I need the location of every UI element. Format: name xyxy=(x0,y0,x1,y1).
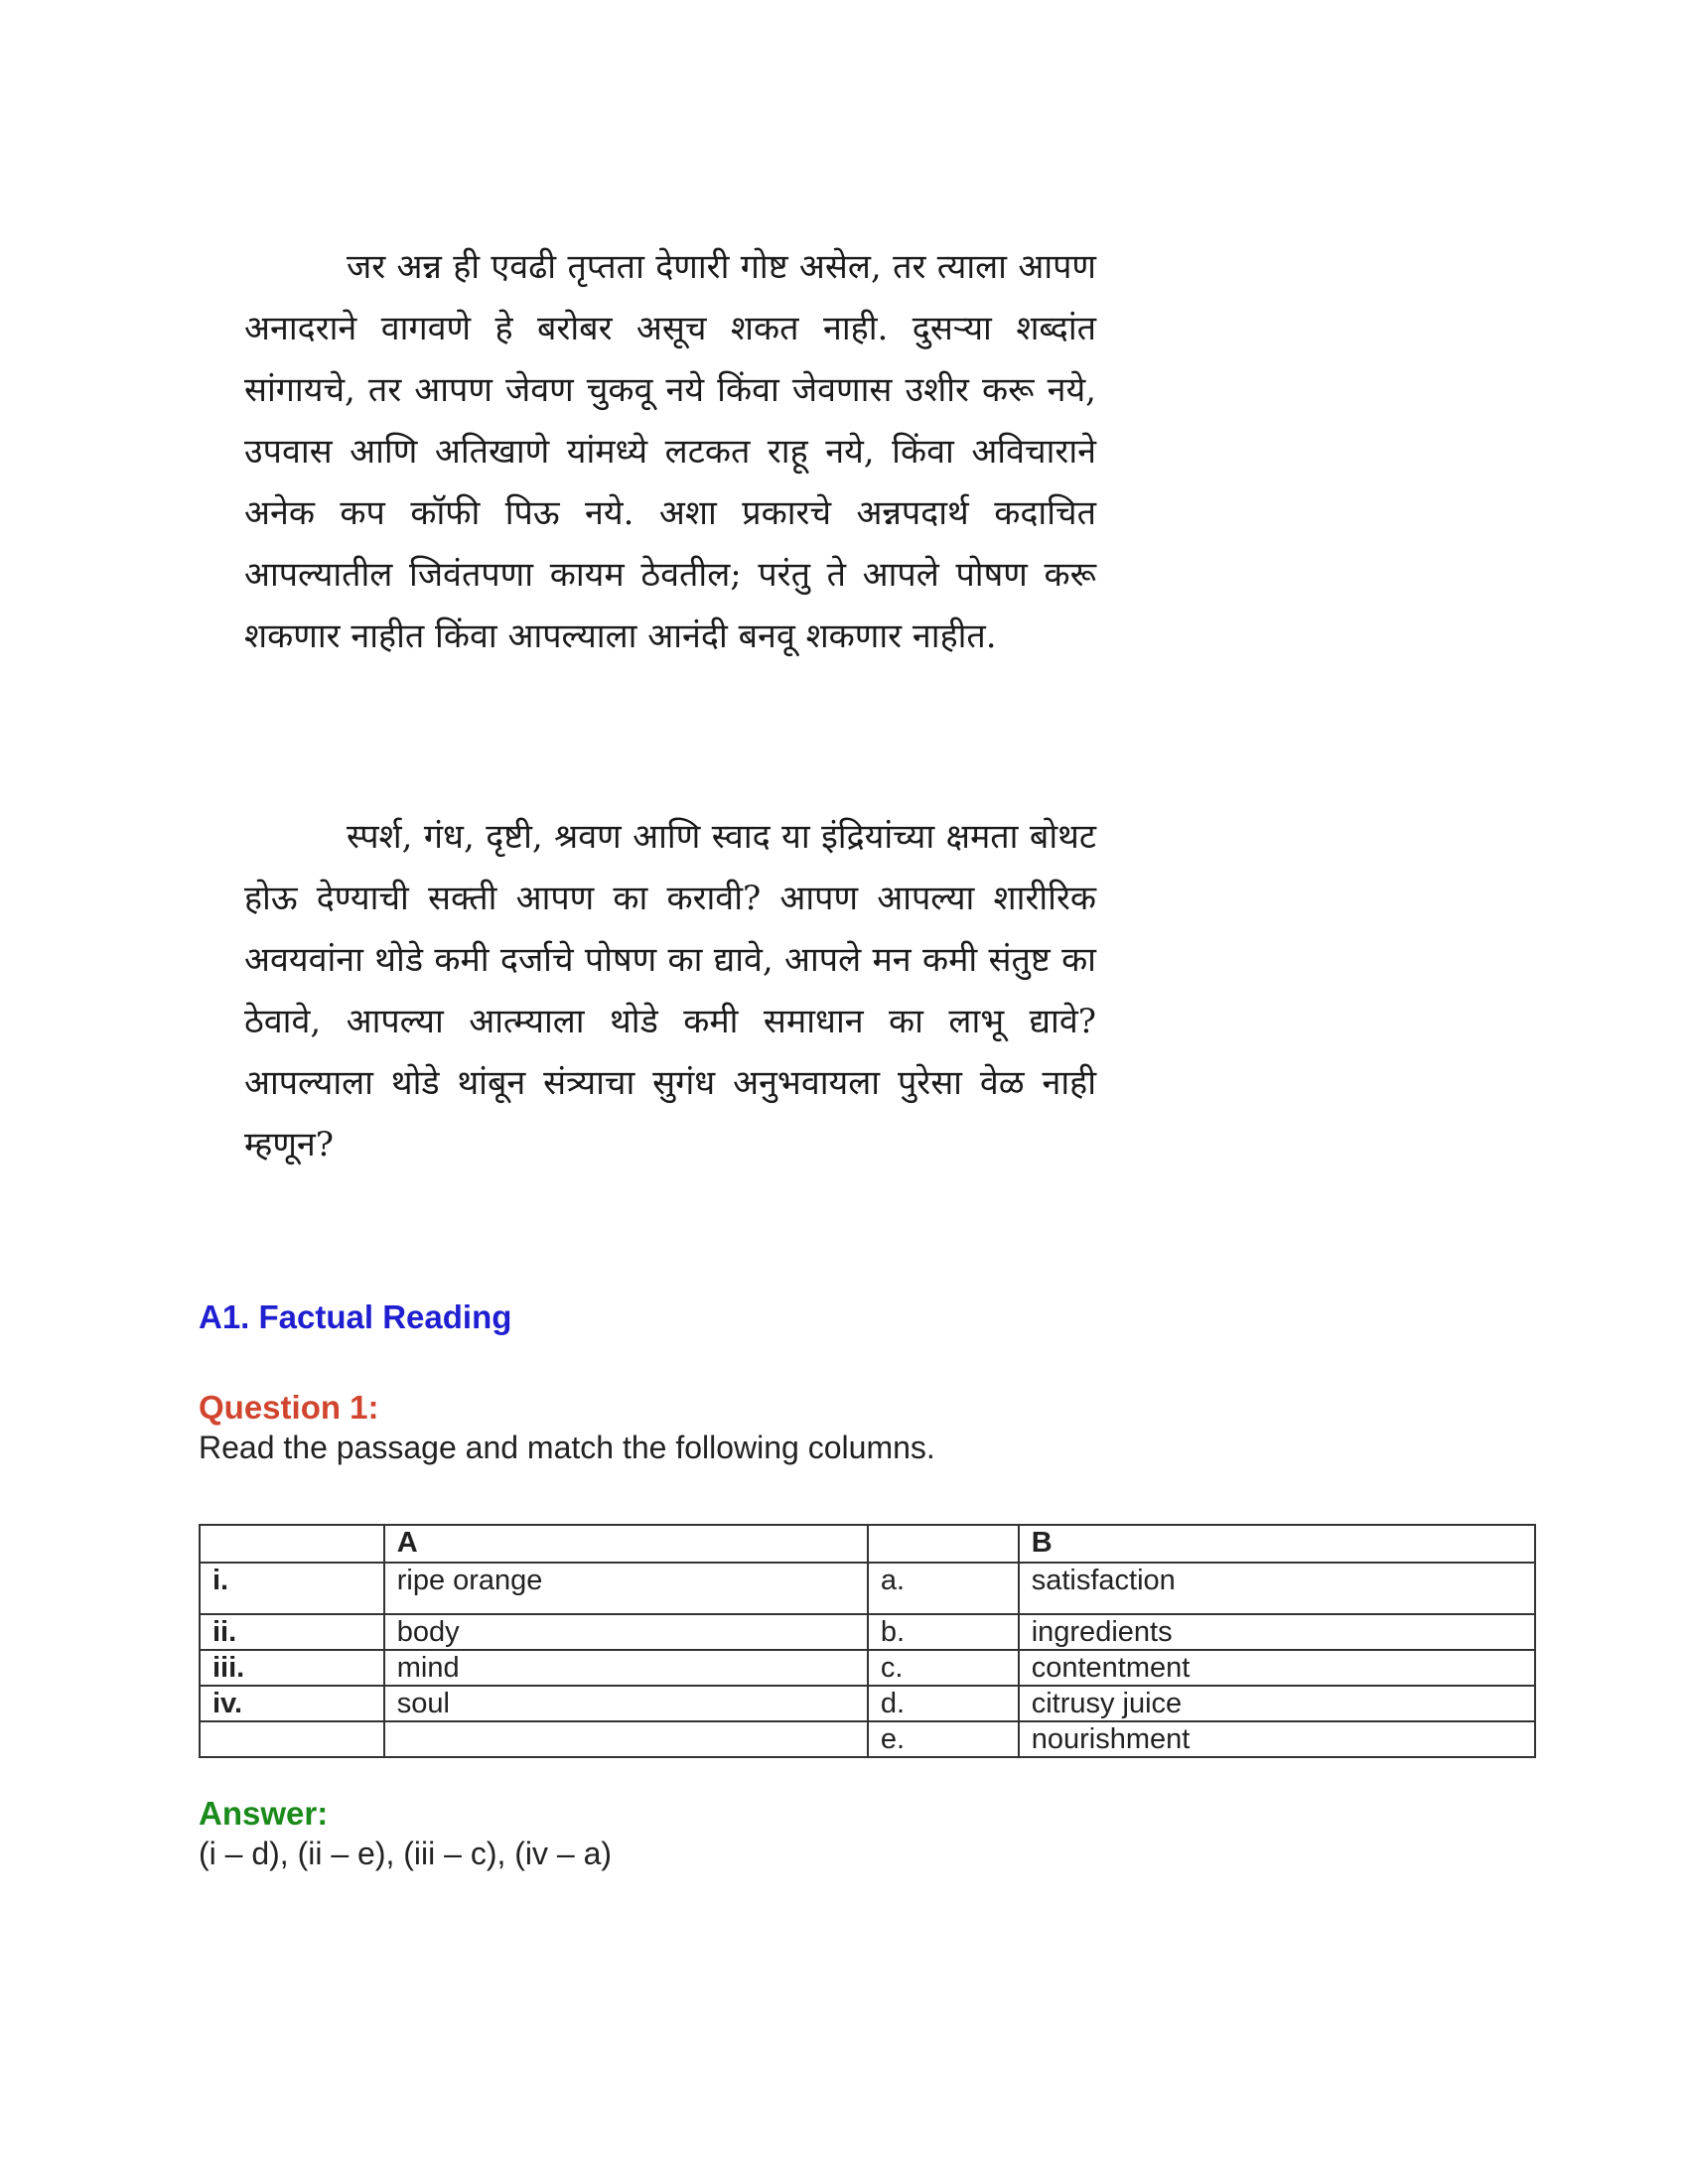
table-row xyxy=(200,1614,1535,1650)
column-b-cell: citrusy juice xyxy=(1019,1686,1535,1721)
column-a-cell: ripe orange xyxy=(384,1563,868,1614)
column-b-cell: ingredients xyxy=(1019,1614,1535,1650)
column-b-header: B xyxy=(1019,1525,1535,1563)
column-b-cell: nourishment xyxy=(1019,1721,1535,1757)
answer-text: (i – d), (ii – e), (iii – c), (iv – a) xyxy=(199,1836,613,1871)
table-header-blank xyxy=(868,1525,1019,1563)
section-heading: A1. Factual Reading xyxy=(199,1298,512,1335)
table-row xyxy=(200,1686,1535,1721)
column-a-cell: mind xyxy=(384,1650,868,1686)
column-a-cell: soul xyxy=(384,1686,868,1721)
row-letter: a. xyxy=(868,1563,1019,1614)
table-row xyxy=(200,1650,1535,1686)
table-header-blank xyxy=(200,1525,384,1563)
table-header-row xyxy=(200,1525,1535,1563)
row-letter: c. xyxy=(868,1650,1019,1686)
column-b-cell: satisfaction xyxy=(1019,1563,1535,1614)
table-row xyxy=(200,1721,1535,1757)
row-letter: d. xyxy=(868,1686,1019,1721)
column-a-header: A xyxy=(384,1525,868,1563)
row-number: iv. xyxy=(200,1686,384,1721)
column-b-cell: contentment xyxy=(1019,1650,1535,1686)
table-row xyxy=(200,1563,1535,1614)
row-number: i. xyxy=(200,1563,384,1614)
column-a-cell xyxy=(384,1721,868,1757)
passage-paragraph-2: स्पर्श, गंध, दृष्टी, श्रवण आणि स्वाद या इंद्रियांच्या क्षमता बोथट होऊ देण्याची सक्ती आपण का करावी? आपण आपल्या शारीरिक अवयवांना थोडे कमी दर्जाचे पोषण का द्यावे, आपले मन कमी संतुष्ट का ठेवावे, आपल्या आत्म्याला थोडे कमी समाधान का लाभू द्यावे? आपल्याला थोडे थांबून संत्र्याचा सुगंध अनुभवायला पुरेसा वेळ नाही म्हणून? xyxy=(244,817,1096,1164)
question-instruction: Read the passage and match the following columns. xyxy=(199,1430,935,1465)
answer-label: Answer: xyxy=(199,1795,329,1832)
row-number: iii. xyxy=(200,1650,384,1686)
row-number: ii. xyxy=(200,1614,384,1650)
column-a-cell: body xyxy=(384,1614,868,1650)
row-letter: b. xyxy=(868,1614,1019,1650)
row-number xyxy=(200,1721,384,1757)
question-label: Question 1: xyxy=(199,1389,379,1426)
match-columns-table xyxy=(199,1524,1536,1758)
row-letter: e. xyxy=(868,1721,1019,1757)
passage-paragraph-1: जर अन्न ही एवढी तृप्तता देणारी गोष्ट असेल, तर त्याला आपण अनादराने वागवणे हे बरोबर असूच शकत नाही. दुसऱ्या शब्दांत सांगायचे, तर आपण जेवण चुकवू नये किंवा जेवणास उशीर करू नये, उपवास आणि अतिखाणे यांमध्ये लटकत राहू नये, किंवा अविचाराने अनेक कप कॉफी पिऊ नये. अशा प्रकारचे अन्नपदार्थ कदाचित आपल्यातील जिवंतपणा कायम ठेवतील; परंतु ते आपले पोषण करू शकणार नाहीत किंवा आपल्याला आनंदी बनवू शकणार नाहीत. xyxy=(244,247,1096,656)
